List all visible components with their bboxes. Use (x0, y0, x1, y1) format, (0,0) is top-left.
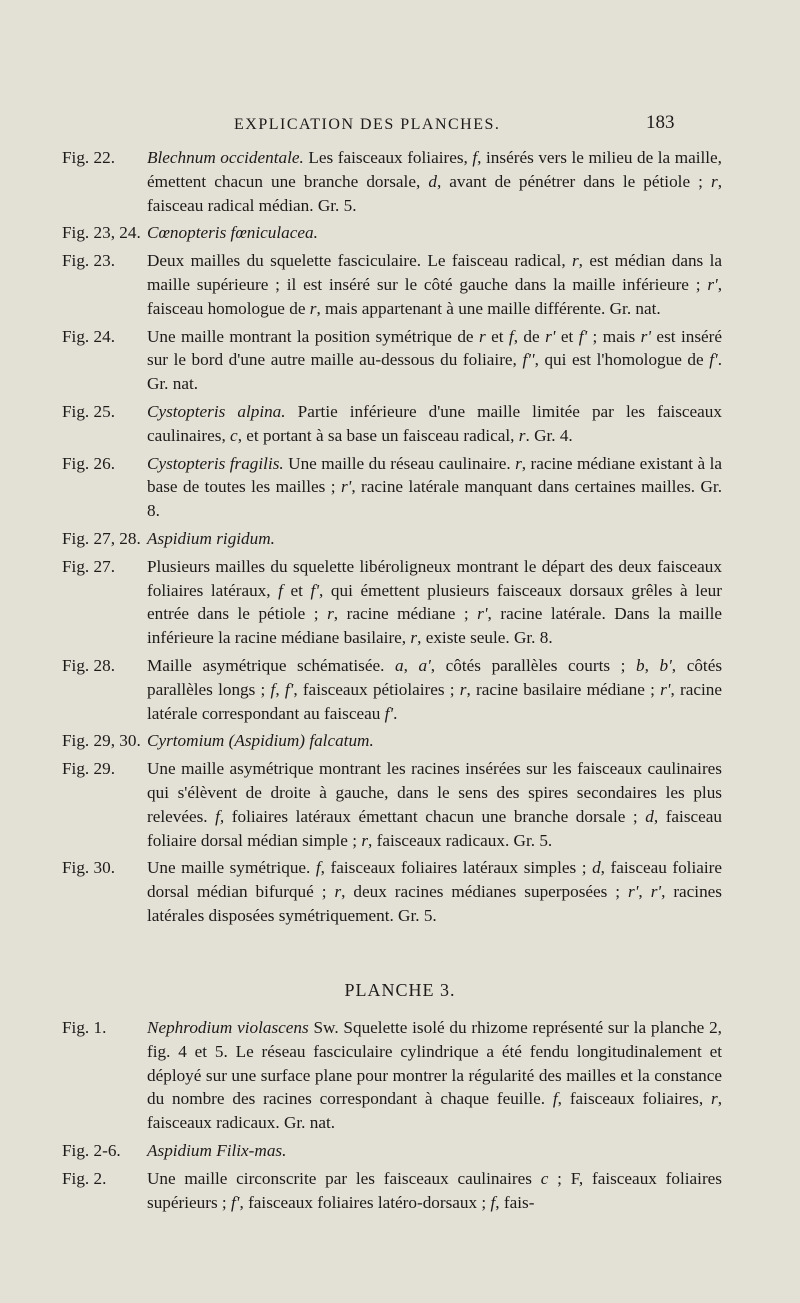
figure-description: Nephrodium violascens Sw. Squelette isolé du rhizome représenté sur la planche 2, fig. 4 et 5. Le réseau fasciculaire cylindrique a été fendu longitudinalement et déployé sur une surface plane pour montrer la régularité des mailles et la constance du nombre des racines correspondant à chaque feuille. f, faisceaux foliaires, r, faisceaux radicaux. Gr. nat. (147, 1018, 723, 1133)
figure-entry (62, 249, 722, 320)
figure-description: Une maille montrant la position symétrique de r et f, de r' et f' ; mais r' est inséré sur le bord d'une autre maille au-dessous du foliaire, f'', qui est l'homologue de f'. Gr. nat. (147, 326, 722, 394)
figure-number: Fig. 23. (62, 251, 116, 271)
page-header (0, 112, 800, 142)
running-title: EXPLICATION DES PLANCHES. (234, 116, 501, 133)
figure-description: Cystopteris alpina. Partie inférieure d'une maille limitée par les faisceaux caulinaires, c, et portant à sa base un faisceau radical, r. Gr. 4. (147, 401, 722, 445)
figure-entry (62, 654, 722, 725)
figure-description: Maille asymétrique schématisée. a, a', côtés parallèles courts ; b, b', côtés parallèles longs ; f, f', faisceaux pétiolaires ; r, racine basilaire médiane ; r', racine latérale correspondant au faisceau f'. (147, 655, 723, 723)
figure-entry (62, 325, 722, 396)
figure-number: Fig. 23, 24. (62, 223, 141, 243)
figure-description: Blechnum occidentale. Les faisceaux foliaires, f, insérés vers le milieu de la maille, émettent chacun une branche dorsale, d, avant de pénétrer dans le pétiole ; r, faisceau radical médian. Gr. 5. (147, 148, 722, 215)
figure-description: Plusieurs mailles du squelette libéroligneux montrant le départ des deux faisceaux foliaires latéraux, f et f', qui émettent plusieurs faisceaux dorsaux grêles à leur entrée dans le pétiole ; r, racine médiane ; r', racine latérale. Dans la maille inférieure la racine médiane basilaire, r, existe seule. Gr. 8. (147, 556, 722, 648)
figure-explanations-plate-3 (62, 1016, 722, 1218)
figure-entry (62, 1016, 722, 1135)
figure-explanations-plate-2 (62, 146, 722, 932)
figure-number: Fig. 28. (62, 655, 116, 675)
figure-number: Fig. 27. (62, 556, 116, 576)
figure-number: Fig. 30. (62, 858, 116, 878)
figure-description: Cystopteris fragilis. Une maille du réseau caulinaire. r, racine médiane existant à la base de toutes les mailles ; r', racine latérale manquant dans certaines mailles. Gr. 8. (147, 453, 722, 521)
figure-number: Fig. 1. (62, 1018, 107, 1037)
figure-number: Fig. 29. (62, 759, 116, 779)
figure-description: Une maille circonscrite par les faisceaux caulinaires c ; F, faisceaux foliaires supérieurs ; f', faisceaux foliaires latéro-dorsaux ; f, fais- (147, 1168, 722, 1212)
figure-entry (62, 729, 722, 753)
figure-description: Aspidium Filix-mas. (147, 1140, 287, 1160)
figure-entry (62, 555, 722, 650)
figure-description: Cyrtomium (Aspidium) falcatum. (147, 731, 374, 751)
figure-number: Fig. 26. (62, 453, 116, 473)
figure-number: Fig. 24. (62, 326, 116, 346)
figure-number: Fig. 25. (62, 401, 116, 421)
page-number: 183 (646, 112, 675, 133)
figure-number: Fig. 29, 30. (62, 731, 141, 751)
figure-entry (62, 146, 722, 217)
figure-number: Fig. 2. (62, 1168, 107, 1188)
figure-description: Cœnopteris fœniculacea. (147, 223, 318, 243)
figure-description: Une maille symétrique. f, faisceaux foliaires latéraux simples ; d, faisceau foliaire dorsal médian bifurqué ; r, deux racines médianes superposées ; r', r', racines latérales disposées symétriquement. Gr. 5. (147, 858, 722, 925)
figure-entry (62, 1167, 722, 1215)
figure-number: Fig. 2-6. (62, 1140, 121, 1160)
figure-description: Une maille asymétrique montrant les racines insérées sur les faisceaux caulinaires qui s'élèvent de droite à gauche, dans le sens des spires secondaires les plus relevées. f, foliaires latéraux émettant chacun une branche dorsale ; d, faisceau foliaire dorsal médian simple ; r, faisceaux radicaux. Gr. 5. (147, 759, 722, 850)
figure-entry (62, 1139, 722, 1163)
plate-heading: PLANCHE 3. (344, 980, 456, 1000)
figure-description: Deux mailles du squelette fasciculaire. Le faisceau radical, r, est médian dans la maille supérieure ; il est inséré sur le côté gauche dans la maille inférieure ; r', faisceau homologue de r, mais appartenant à une maille différente. Gr. nat. (147, 251, 722, 318)
figure-entry (62, 221, 722, 245)
figure-number: Fig. 22. (62, 148, 116, 167)
figure-entry (62, 400, 722, 448)
figure-number: Fig. 27, 28. (62, 528, 141, 548)
figure-entry (62, 856, 722, 927)
figure-entry (62, 757, 722, 852)
figure-description: Aspidium rigidum. (147, 528, 275, 548)
figure-entry (62, 452, 722, 523)
figure-entry (62, 527, 722, 551)
